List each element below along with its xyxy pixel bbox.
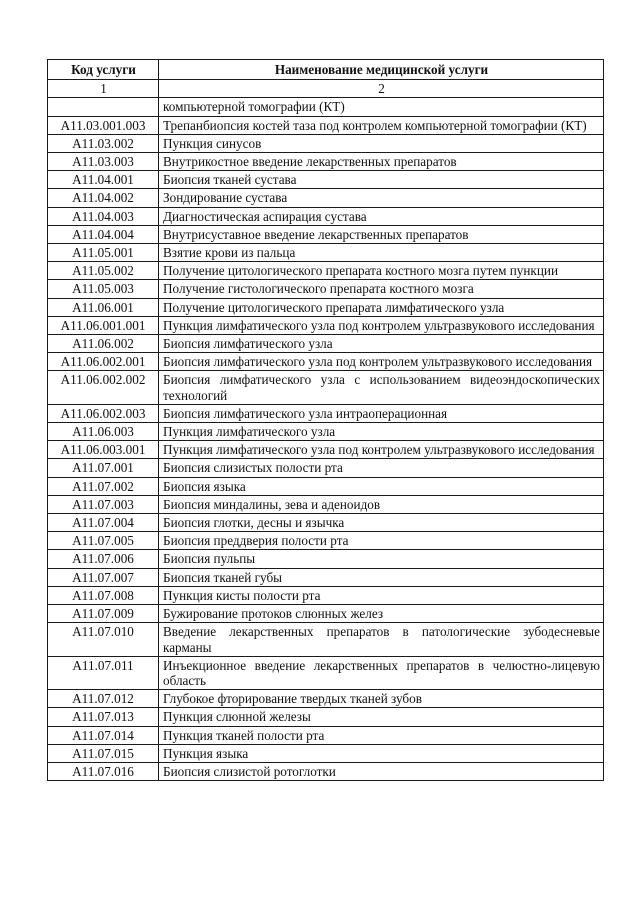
table-row [48,225,604,243]
table-row [48,171,604,189]
service-code: А11.06.002.003 [48,404,159,422]
table-row [48,134,604,152]
table-row [48,708,604,726]
table-row [48,726,604,744]
service-code: А11.07.006 [48,550,159,568]
service-name: Биопсия лимфатического узла с использованием видеоэндоскопических технологий [159,371,604,404]
table-row [48,586,604,604]
service-code: А11.04.004 [48,225,159,243]
service-name: Биопсия глотки, десны и язычка [159,514,604,532]
service-name: Диагностическая аспирация сустава [159,207,604,225]
service-name: Зондирование сустава [159,189,604,207]
table-row [48,244,604,262]
table-row [48,690,604,708]
service-name: Биопсия миндалины, зева и аденоидов [159,495,604,513]
table-row [48,423,604,441]
table-row [48,298,604,316]
service-code: А11.05.001 [48,244,159,262]
service-code: А11.04.003 [48,207,159,225]
table-row [48,98,604,116]
service-name: Введение лекарственных препаратов в патологические зубодесневые карманы [159,623,604,656]
service-name: Получение цитологического препарата костного мозга путем пункции [159,262,604,280]
service-name: Пункция синусов [159,134,604,152]
service-name: Получение гистологического препарата костного мозга [159,280,604,298]
service-code: А11.07.016 [48,762,159,780]
service-name: Биопсия тканей губы [159,568,604,586]
column-number-name: 2 [159,80,604,98]
service-name: Взятие крови из пальца [159,244,604,262]
table-row [48,353,604,371]
table-row [48,371,604,404]
table-body [48,98,604,781]
table-row [48,459,604,477]
table-row [48,280,604,298]
table-row [48,404,604,422]
table-row [48,441,604,459]
service-name: Биопсия слизистых полости рта [159,459,604,477]
service-code: А11.07.004 [48,514,159,532]
service-code: А11.07.015 [48,744,159,762]
service-name: Биопсия пульпы [159,550,604,568]
table-row [48,532,604,550]
header-code: Код услуги [48,60,159,80]
service-code: А11.06.001 [48,298,159,316]
service-name: Пункция лимфатического узла под контролем ультразвукового исследования [159,441,604,459]
service-code: А11.06.002 [48,335,159,353]
service-code: А11.07.011 [48,656,159,689]
medical-services-table [47,59,604,781]
service-code: А11.04.001 [48,171,159,189]
service-code: А11.04.002 [48,189,159,207]
service-code: А11.07.012 [48,690,159,708]
table-row [48,189,604,207]
service-code: А11.05.003 [48,280,159,298]
table-row [48,262,604,280]
service-code: А11.03.002 [48,134,159,152]
service-code: А11.07.002 [48,477,159,495]
service-code: А11.07.013 [48,708,159,726]
service-code: А11.03.003 [48,153,159,171]
service-name: Внутрисуставное введение лекарственных препаратов [159,225,604,243]
service-code: А11.06.003 [48,423,159,441]
service-name: Биопсия лимфатического узла под контролем ультразвукового исследования [159,353,604,371]
service-code: А11.07.001 [48,459,159,477]
table-row [48,495,604,513]
table-row [48,477,604,495]
service-name: Биопсия преддверия полости рта [159,532,604,550]
column-number-row [48,80,604,98]
table-row [48,623,604,656]
service-name: Биопсия слизистой ротоглотки [159,762,604,780]
table-row [48,514,604,532]
table-row [48,605,604,623]
service-code: А11.03.001.003 [48,116,159,134]
service-name: Получение цитологического препарата лимфатического узла [159,298,604,316]
table-row [48,316,604,334]
service-code: А11.07.003 [48,495,159,513]
service-code: А11.06.002.002 [48,371,159,404]
service-name: Биопсия тканей сустава [159,171,604,189]
table-row [48,335,604,353]
service-name: Пункция тканей полости рта [159,726,604,744]
service-code: А11.06.003.001 [48,441,159,459]
table-row [48,762,604,780]
service-name: Инъекционное введение лекарственных препаратов в челюстно-лицевую область [159,656,604,689]
service-code: А11.06.002.001 [48,353,159,371]
table-row [48,116,604,134]
service-code: А11.07.005 [48,532,159,550]
column-number-code: 1 [48,80,159,98]
service-name: Биопсия лимфатического узла [159,335,604,353]
table-header [48,60,604,98]
service-name: Пункция лимфатического узла под контролем ультразвукового исследования [159,316,604,334]
service-code: А11.07.007 [48,568,159,586]
service-name: компьютерной томографии (КТ) [159,98,604,116]
service-name: Пункция кисты полости рта [159,586,604,604]
service-code: А11.05.002 [48,262,159,280]
table-row [48,568,604,586]
service-name: Пункция лимфатического узла [159,423,604,441]
service-name: Бужирование протоков слюнных желез [159,605,604,623]
header-name: Наименование медицинской услуги [159,60,604,80]
table-row [48,153,604,171]
table-row [48,550,604,568]
service-name: Пункция языка [159,744,604,762]
service-code: А11.07.014 [48,726,159,744]
header-row [48,60,604,80]
table-row [48,656,604,689]
service-code [48,98,159,116]
table-row [48,744,604,762]
service-name: Внутрикостное введение лекарственных препаратов [159,153,604,171]
table-row [48,207,604,225]
service-code: А11.07.009 [48,605,159,623]
service-code: А11.07.008 [48,586,159,604]
service-name: Пункция слюнной железы [159,708,604,726]
service-code: А11.07.010 [48,623,159,656]
service-name: Биопсия лимфатического узла интраоперационная [159,404,604,422]
service-code: А11.06.001.001 [48,316,159,334]
document-page [47,59,603,781]
service-name: Глубокое фторирование твердых тканей зубов [159,690,604,708]
service-name: Трепанбиопсия костей таза под контролем компьютерной томографии (КТ) [159,116,604,134]
service-name: Биопсия языка [159,477,604,495]
